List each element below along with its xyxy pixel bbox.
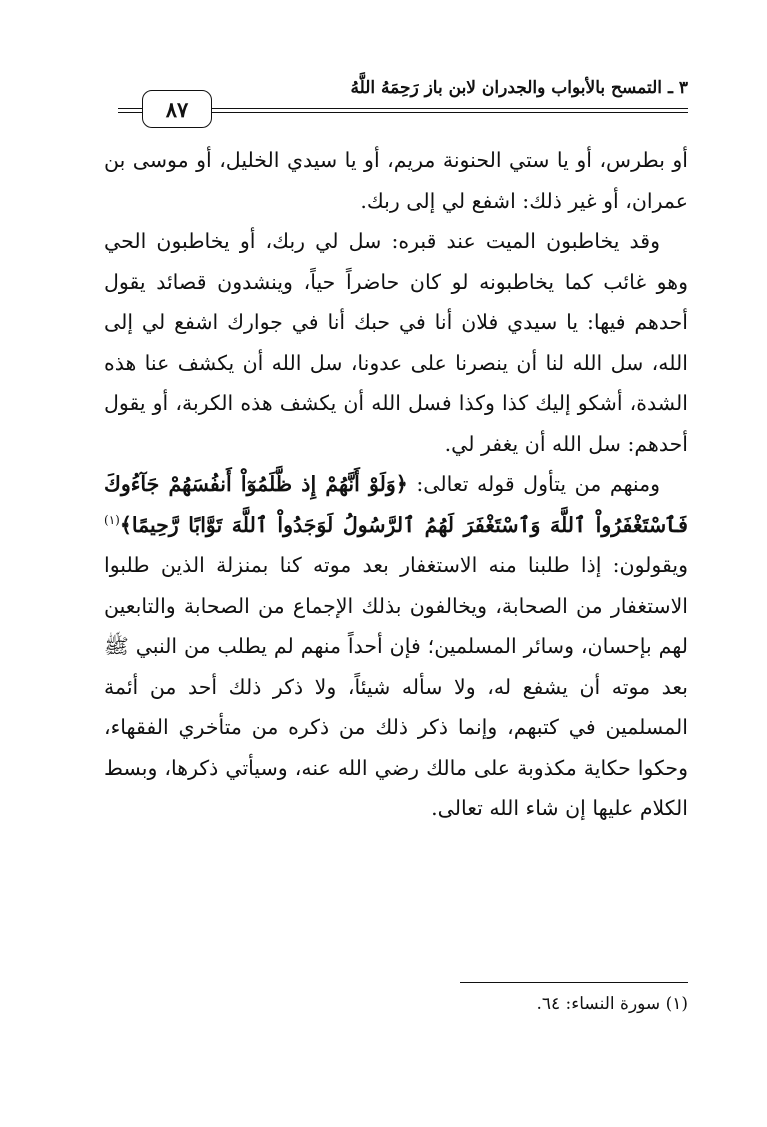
body-text bbox=[104, 140, 688, 829]
footnote-separator bbox=[460, 982, 688, 983]
page-number: ٨٧ bbox=[142, 90, 212, 128]
footnote: (١) سورة النساء: ٦٤. bbox=[536, 994, 688, 1014]
paragraph-3-intro: ومنهم من يتأول قوله تعالى: bbox=[416, 472, 660, 496]
paragraph-1: أو بطرس، أو يا ستي الحنونة مريم، أو يا سيدي الخليل، أو موسى بن عمران، أو غير ذلك: اشفع لي إلى ربك. bbox=[104, 148, 688, 213]
paragraph-3 bbox=[104, 464, 688, 829]
paragraph-2: وقد يخاطبون الميت عند قبره: سل لي ربك، أو يخاطبون الحي وهو غائب كما يخاطبونه لو كان حاضراً حياً، وينشدون قصائد يقول أحدهم فيها: يا سيدي فلان أنا في حبك أنا في جوارك اشفع لي إلى الله، سل الله لنا أن ينصرنا على عدونا، سل الله أن يكشف عنا هذه الشدة، أشكو إليك كذا وكذا فسل الله أن يكشف هذه الكربة، أو يقول أحدهم: سل الله أن يغفر لي. bbox=[104, 229, 688, 456]
running-header bbox=[118, 78, 688, 122]
footnote-reference[interactable]: (١) bbox=[104, 512, 120, 527]
paragraph-3-rest: ويقولون: إذا طلبنا منه الاستغفار بعد موته كنا بمنزلة الذين طلبوا الاستغفار من الصحابة، ويخالفون بذلك الإجماع من الصحابة والتابعين لهم بإحسان، وسائر المسلمين؛ فإن أحداً منهم لم يطلب من النبي ﷺ بعد موته أن يشفع له، ولا سأله شيئاً، ولا ذكر ذلك أحد من أئمة المسلمين في كتبهم، وإنما ذكر ذلك من ذكره من متأخري الفقهاء، وحكوا حكاية مكذوبة على مالك رضي الله عنه، وسيأتي ذكرها، وبسط الكلام عليها إن شاء الله تعالى. bbox=[104, 553, 688, 820]
quran-verse: ﴿وَلَوْ أَنَّهُمْ إِذ ظَّلَمُوٓاْ أَنفُسَهُمْ جَآءُوكَ فَٱسْتَغْفَرُواْ ٱللَّهَ وَٱسْتَغْفَرَ لَهُمُ ٱلرَّسُولُ لَوَجَدُواْ ٱللَّهَ تَوَّابًا رَّحِيمًا﴾ bbox=[104, 472, 688, 537]
chapter-title: ٣ ـ التمسح بالأبواب والجدران لابن باز رَحِمَهُ اللَّهُ bbox=[350, 78, 688, 98]
